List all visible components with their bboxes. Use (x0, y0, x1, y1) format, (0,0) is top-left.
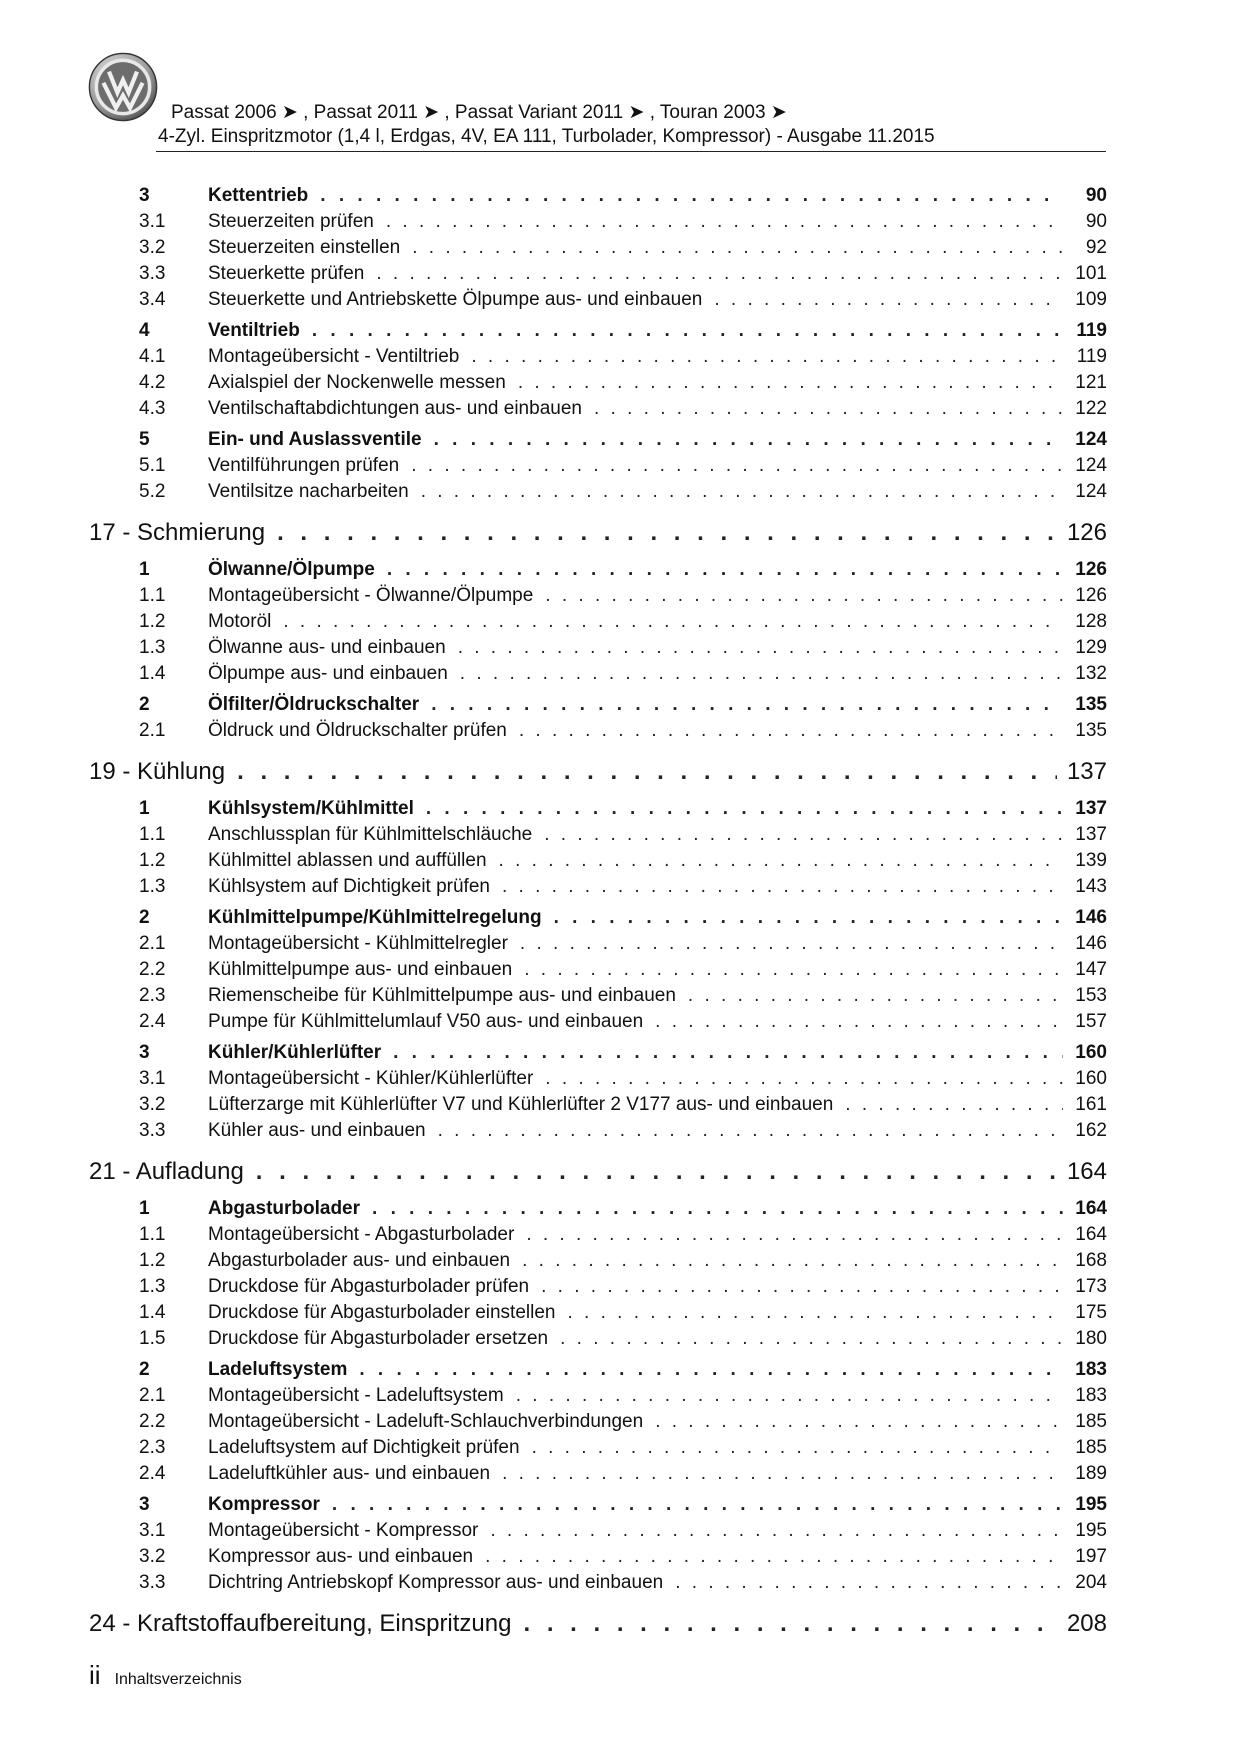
toc-number: 2.3 (139, 985, 166, 1006)
toc-subsection[interactable] (89, 635, 1107, 661)
toc-number: 3 (139, 1042, 150, 1063)
toc-leader-dots (438, 1118, 1063, 1144)
toc-section[interactable] (89, 183, 1107, 209)
toc-leader-dots (518, 370, 1063, 396)
toc-title: Ventilsitze nacharbeiten (208, 481, 409, 502)
toc-title: Kühlmittelpumpe/Kühlmittelregelung (208, 907, 542, 928)
header-divider (156, 151, 1106, 152)
toc-page-number: 124 (1075, 455, 1107, 476)
toc-subsection[interactable] (89, 983, 1107, 1009)
toc-number: 1 (139, 798, 150, 819)
toc-page-number: 183 (1075, 1385, 1107, 1406)
toc-leader-dots (332, 1492, 1063, 1518)
toc-title: Axialspiel der Nockenwelle messen (208, 372, 506, 393)
toc-title: Montageübersicht - Ladeluftsystem (208, 1385, 504, 1406)
toc-leader-dots (485, 1544, 1063, 1570)
toc-subsection[interactable] (89, 1570, 1107, 1596)
toc-page-number: 92 (1085, 237, 1107, 258)
toc-title: Anschlussplan für Kühlmittelschläuche (208, 824, 533, 845)
toc-page-number: 173 (1075, 1276, 1107, 1297)
toc-leader-dots (516, 1383, 1063, 1409)
toc-leader-dots (387, 557, 1063, 583)
toc-page-number: 126 (1066, 519, 1107, 546)
toc-subsection[interactable] (89, 1383, 1107, 1409)
toc-page-number: 164 (1075, 1224, 1107, 1245)
toc-page-number: 204 (1075, 1572, 1107, 1593)
toc-leader-dots (471, 344, 1063, 370)
toc-number: 1.1 (139, 1224, 166, 1245)
header-vehicles: Passat 2006 ➤ , Passat 2011 ➤ , Passat Variant 2011 ➤ , Touran 2003 ➤ (171, 102, 787, 123)
toc-title: Kühlmittelpumpe aus- und einbauen (208, 959, 513, 980)
toc-title: 17 - Schmierung (89, 519, 266, 546)
toc-title: Ölpumpe aus- und einbauen (208, 663, 448, 684)
toc-title: Ölwanne aus- und einbauen (208, 637, 446, 658)
toc-leader-dots (545, 1066, 1063, 1092)
toc-number: 2 (139, 694, 150, 715)
toc-page-number: 90 (1085, 185, 1107, 206)
toc-title: Ventilführungen prüfen (208, 455, 400, 476)
toc-subsection[interactable] (89, 261, 1107, 287)
toc-title: Montageübersicht - Kompressor (208, 1520, 479, 1541)
toc-title: Montageübersicht - Kühler/Kühlerlüfter (208, 1068, 534, 1089)
toc-page-number: 109 (1075, 289, 1107, 310)
toc-number: 4.2 (139, 372, 166, 393)
toc-page-number: 137 (1075, 798, 1107, 819)
toc-subsection[interactable] (89, 1118, 1107, 1144)
toc-title: Kühlsystem/Kühlmittel (208, 798, 414, 819)
toc-number: 1.1 (139, 585, 166, 606)
toc-title: Ventiltrieb (208, 320, 300, 341)
toc-leader-dots (524, 957, 1063, 983)
toc-subsection[interactable] (89, 396, 1107, 422)
toc-number: 3.4 (139, 289, 166, 310)
toc-leader-dots (526, 1222, 1063, 1248)
toc-leader-dots (386, 209, 1063, 235)
toc-leader-dots (560, 1326, 1063, 1352)
toc-title: Kühlmittel ablassen und auffüllen (208, 850, 487, 871)
toc-number: 3.3 (139, 1120, 166, 1141)
toc-title: Ladeluftsystem (208, 1359, 348, 1380)
toc-title: 21 - Aufladung (89, 1158, 244, 1185)
toc-title: Druckdose für Abgasturbolader einstellen (208, 1302, 556, 1323)
toc-leader-dots (554, 905, 1063, 931)
toc-number: 3.1 (139, 1068, 166, 1089)
toc-leader-dots (520, 931, 1063, 957)
toc-leader-dots (431, 692, 1063, 718)
vw-logo-icon (88, 52, 158, 122)
toc-number: 5.1 (139, 455, 166, 476)
toc-number: 2.2 (139, 1411, 166, 1432)
toc-section[interactable] (89, 1040, 1107, 1066)
toc-section[interactable] (89, 692, 1107, 718)
toc-page-number: 143 (1075, 876, 1107, 897)
toc-leader-dots (522, 1248, 1063, 1274)
toc-page-number: 185 (1075, 1437, 1107, 1458)
toc-subsection[interactable] (89, 1461, 1107, 1487)
toc-title: Ladeluftkühler aus- und einbauen (208, 1463, 491, 1484)
toc-number: 3.2 (139, 1546, 166, 1567)
toc-title: Montageübersicht - Ventiltrieb (208, 346, 460, 367)
toc-number: 4 (139, 320, 150, 341)
toc-subsection[interactable] (89, 1300, 1107, 1326)
toc-leader-dots (359, 1357, 1063, 1383)
toc-leader-dots (312, 318, 1063, 344)
toc-subsection[interactable] (89, 453, 1107, 479)
toc-subsection[interactable] (89, 1409, 1107, 1435)
toc-page-number: 183 (1075, 1359, 1107, 1380)
toc-section[interactable] (89, 1196, 1107, 1222)
toc-number: 1.4 (139, 663, 166, 684)
toc-page-number: 175 (1075, 1302, 1107, 1323)
toc-title: Steuerzeiten prüfen (208, 211, 374, 232)
toc-number: 1 (139, 1198, 150, 1219)
toc-subsection[interactable] (89, 344, 1107, 370)
toc-leader-dots (845, 1092, 1063, 1118)
toc-subsection[interactable] (89, 1066, 1107, 1092)
toc-leader-dots (502, 874, 1063, 900)
toc-subsection[interactable] (89, 1092, 1107, 1118)
toc-leader-dots (519, 718, 1063, 744)
toc-title: 19 - Kühlung (89, 758, 226, 785)
toc-number: 1.3 (139, 876, 166, 897)
toc-title: Kompressor (208, 1494, 320, 1515)
toc-chapter[interactable] (89, 753, 1107, 791)
toc-page-number: 135 (1075, 720, 1107, 741)
toc-page-number: 160 (1075, 1068, 1107, 1089)
toc-page-number: 101 (1075, 263, 1107, 284)
toc-page-number: 195 (1075, 1520, 1107, 1541)
toc-leader-dots (460, 661, 1063, 687)
toc-leader-dots (541, 1274, 1063, 1300)
toc-page-number: 195 (1075, 1494, 1107, 1515)
toc-subsection[interactable] (89, 479, 1107, 505)
toc-leader-dots (376, 261, 1063, 287)
toc-number: 2 (139, 1359, 150, 1380)
toc-leader-dots (434, 427, 1063, 453)
toc-title: Kettentrieb (208, 185, 309, 206)
toc-page-number: 164 (1075, 1198, 1107, 1219)
toc-title: Ölfilter/Öldruckschalter (208, 694, 420, 715)
toc-page-number: 208 (1066, 1610, 1107, 1637)
toc-number: 1.2 (139, 1250, 166, 1271)
toc-page-number: 160 (1075, 1042, 1107, 1063)
toc-page-number: 168 (1075, 1250, 1107, 1271)
toc-page-number: 180 (1075, 1328, 1107, 1349)
toc-subsection[interactable] (89, 287, 1107, 313)
toc-page-number: 132 (1075, 663, 1107, 684)
toc-leader-dots (675, 1570, 1063, 1596)
toc-subsection[interactable] (89, 209, 1107, 235)
toc-title: Ein- und Auslassventile (208, 429, 422, 450)
toc-number: 2.4 (139, 1011, 166, 1032)
toc-number: 1.3 (139, 637, 166, 658)
toc-page-number: 124 (1075, 429, 1107, 450)
toc-title: Montageübersicht - Ölwanne/Ölpumpe (208, 585, 534, 606)
toc-section[interactable] (89, 905, 1107, 931)
toc-title: Kühlsystem auf Dichtigkeit prüfen (208, 876, 490, 897)
toc-section[interactable] (89, 557, 1107, 583)
toc-title: Dichtring Antriebskopf Kompressor aus- und einbauen (208, 1572, 664, 1593)
toc-subsection[interactable] (89, 957, 1107, 983)
toc-section[interactable] (89, 318, 1107, 344)
toc-number: 3.1 (139, 1520, 166, 1541)
toc-chapter[interactable] (89, 1153, 1107, 1191)
toc-number: 2.2 (139, 959, 166, 980)
toc-page-number: 121 (1075, 372, 1107, 393)
toc-page-number: 122 (1075, 398, 1107, 419)
toc-title: Kompressor aus- und einbauen (208, 1546, 474, 1567)
toc-page-number: 189 (1075, 1463, 1107, 1484)
toc-title: Ölwanne/Ölpumpe (208, 559, 375, 580)
toc-number: 2.3 (139, 1437, 166, 1458)
toc-number: 1.2 (139, 850, 166, 871)
toc-title: Kühler/Kühlerlüfter (208, 1042, 382, 1063)
toc-title: Riemenscheibe für Kühlmittelpumpe aus- und einbauen (208, 985, 676, 1006)
toc-number: 1.4 (139, 1302, 166, 1323)
toc-subsection[interactable] (89, 1518, 1107, 1544)
toc-subsection[interactable] (89, 370, 1107, 396)
toc-number: 5 (139, 429, 150, 450)
toc-page-number: 164 (1066, 1158, 1107, 1185)
toc-number: 2.4 (139, 1463, 166, 1484)
toc-leader-dots (426, 796, 1063, 822)
toc-leader-dots (688, 983, 1063, 1009)
toc-subsection[interactable] (89, 1248, 1107, 1274)
toc-number: 3.2 (139, 1094, 166, 1115)
toc-leader-dots (411, 453, 1063, 479)
toc-subsection[interactable] (89, 609, 1107, 635)
toc-page-number: 153 (1075, 985, 1107, 1006)
toc-title: Abgasturbolader (208, 1198, 361, 1219)
toc-page-number: 147 (1075, 959, 1107, 980)
page-footer (89, 1660, 242, 1691)
toc-page-number: 126 (1075, 585, 1107, 606)
toc-leader-dots (320, 183, 1063, 209)
toc-subsection[interactable] (89, 1274, 1107, 1300)
toc-number: 3.3 (139, 1572, 166, 1593)
toc-title: Steuerkette und Antriebskette Ölpumpe aus- und einbauen (208, 289, 703, 310)
toc-title: Ventilschaftabdichtungen aus- und einbauen (208, 398, 582, 419)
toc-leader-dots (655, 1409, 1063, 1435)
toc-section[interactable] (89, 427, 1107, 453)
toc-title: 24 - Kraftstoffaufbereitung, Einspritzung (89, 1610, 512, 1637)
toc-number: 2.1 (139, 933, 166, 954)
toc-page-number: 129 (1075, 637, 1107, 658)
toc-number: 1.5 (139, 1328, 166, 1349)
toc-subsection[interactable] (89, 874, 1107, 900)
toc-subsection[interactable] (89, 661, 1107, 687)
toc-leader-dots (545, 583, 1063, 609)
toc-page-number: 137 (1066, 758, 1107, 785)
toc-number: 2.1 (139, 1385, 166, 1406)
toc-subsection[interactable] (89, 235, 1107, 261)
toc-page-number: 119 (1076, 346, 1107, 367)
toc-number: 3 (139, 185, 150, 206)
toc-subsection[interactable] (89, 1009, 1107, 1035)
toc-section[interactable] (89, 796, 1107, 822)
toc-leader-dots (283, 609, 1063, 635)
toc-leader-dots (277, 514, 1057, 552)
toc-page-number: 119 (1076, 320, 1107, 341)
toc-leader-dots (567, 1300, 1063, 1326)
toc-leader-dots (714, 287, 1063, 313)
toc-section[interactable] (89, 1492, 1107, 1518)
toc-section[interactable] (89, 1357, 1107, 1383)
toc-number: 4.1 (139, 346, 166, 367)
toc-number: 1.1 (139, 824, 166, 845)
toc-title: Druckdose für Abgasturbolader prüfen (208, 1276, 530, 1297)
toc-chapter[interactable] (89, 514, 1107, 552)
toc-leader-dots (490, 1518, 1063, 1544)
toc-leader-dots (237, 753, 1057, 791)
toc-title: Steuerzeiten einstellen (208, 237, 401, 258)
toc-chapter[interactable] (89, 1605, 1107, 1643)
toc-leader-dots (372, 1196, 1063, 1222)
toc-page-number: 146 (1075, 907, 1107, 928)
toc-number: 4.3 (139, 398, 166, 419)
toc-leader-dots (544, 822, 1063, 848)
page-number: ii (89, 1660, 101, 1690)
toc-page-number: 135 (1075, 694, 1107, 715)
toc-leader-dots (502, 1461, 1063, 1487)
toc-leader-dots (393, 1040, 1063, 1066)
toc-leader-dots (499, 848, 1063, 874)
toc-leader-dots (412, 235, 1063, 261)
toc-number: 1.2 (139, 611, 166, 632)
toc-leader-dots (421, 479, 1063, 505)
toc-title: Montageübersicht - Kühlmittelregler (208, 933, 508, 954)
toc-subsection[interactable] (89, 1544, 1107, 1570)
toc-subsection[interactable] (89, 822, 1107, 848)
toc-title: Druckdose für Abgasturbolader ersetzen (208, 1328, 549, 1349)
toc-page-number: 161 (1075, 1094, 1107, 1115)
toc-title: Kühler aus- und einbauen (208, 1120, 426, 1141)
table-of-contents (89, 178, 1107, 1643)
toc-number: 2 (139, 907, 150, 928)
toc-page-number: 162 (1075, 1120, 1107, 1141)
toc-page-number: 137 (1075, 824, 1107, 845)
toc-number: 1.3 (139, 1276, 166, 1297)
toc-page-number: 128 (1075, 611, 1107, 632)
toc-number: 3.1 (139, 211, 166, 232)
toc-title: Pumpe für Kühlmittelumlauf V50 aus- und einbauen (208, 1011, 644, 1032)
toc-title: Öldruck und Öldruckschalter prüfen (208, 720, 507, 741)
toc-number: 3.3 (139, 263, 166, 284)
toc-page-number: 124 (1075, 481, 1107, 502)
toc-page-number: 139 (1075, 850, 1107, 871)
toc-subsection[interactable] (89, 848, 1107, 874)
toc-leader-dots (256, 1153, 1057, 1191)
toc-page-number: 157 (1075, 1011, 1107, 1032)
toc-title: Ladeluftsystem auf Dichtigkeit prüfen (208, 1437, 520, 1458)
toc-title: Steuerkette prüfen (208, 263, 365, 284)
toc-leader-dots (655, 1009, 1063, 1035)
toc-leader-dots (523, 1605, 1056, 1643)
toc-page-number: 126 (1075, 559, 1107, 580)
toc-title: Montageübersicht - Abgasturbolader (208, 1224, 515, 1245)
toc-page-number: 197 (1075, 1546, 1107, 1567)
toc-page-number: 185 (1075, 1411, 1107, 1432)
toc-number: 5.2 (139, 481, 166, 502)
toc-subsection[interactable] (89, 1326, 1107, 1352)
toc-number: 2.1 (139, 720, 166, 741)
toc-subsection[interactable] (89, 931, 1107, 957)
toc-subsection[interactable] (89, 1435, 1107, 1461)
toc-leader-dots (532, 1435, 1063, 1461)
toc-title: Abgasturbolader aus- und einbauen (208, 1250, 511, 1271)
footer-label: Inhaltsverzeichnis (114, 1671, 242, 1688)
toc-page-number: 146 (1075, 933, 1107, 954)
toc-title: Lüfterzarge mit Kühlerlüfter V7 und Kühlerlüfter 2 V177 aus- und einbauen (208, 1094, 834, 1115)
toc-title: Motoröl (208, 611, 272, 632)
toc-number: 1 (139, 559, 150, 580)
toc-number: 3.2 (139, 237, 166, 258)
toc-subsection[interactable] (89, 718, 1107, 744)
toc-subsection[interactable] (89, 583, 1107, 609)
toc-page-number: 90 (1085, 211, 1107, 232)
toc-leader-dots (594, 396, 1063, 422)
toc-leader-dots (458, 635, 1063, 661)
header-engine: 4-Zyl. Einspritzmotor (1,4 l, Erdgas, 4V, EA 111, Turbolader, Kompressor) - Ausgabe 11.2015 (158, 126, 935, 147)
toc-number: 3 (139, 1494, 150, 1515)
toc-title: Montageübersicht - Ladeluft-Schlauchverbindungen (208, 1411, 644, 1432)
toc-subsection[interactable] (89, 1222, 1107, 1248)
